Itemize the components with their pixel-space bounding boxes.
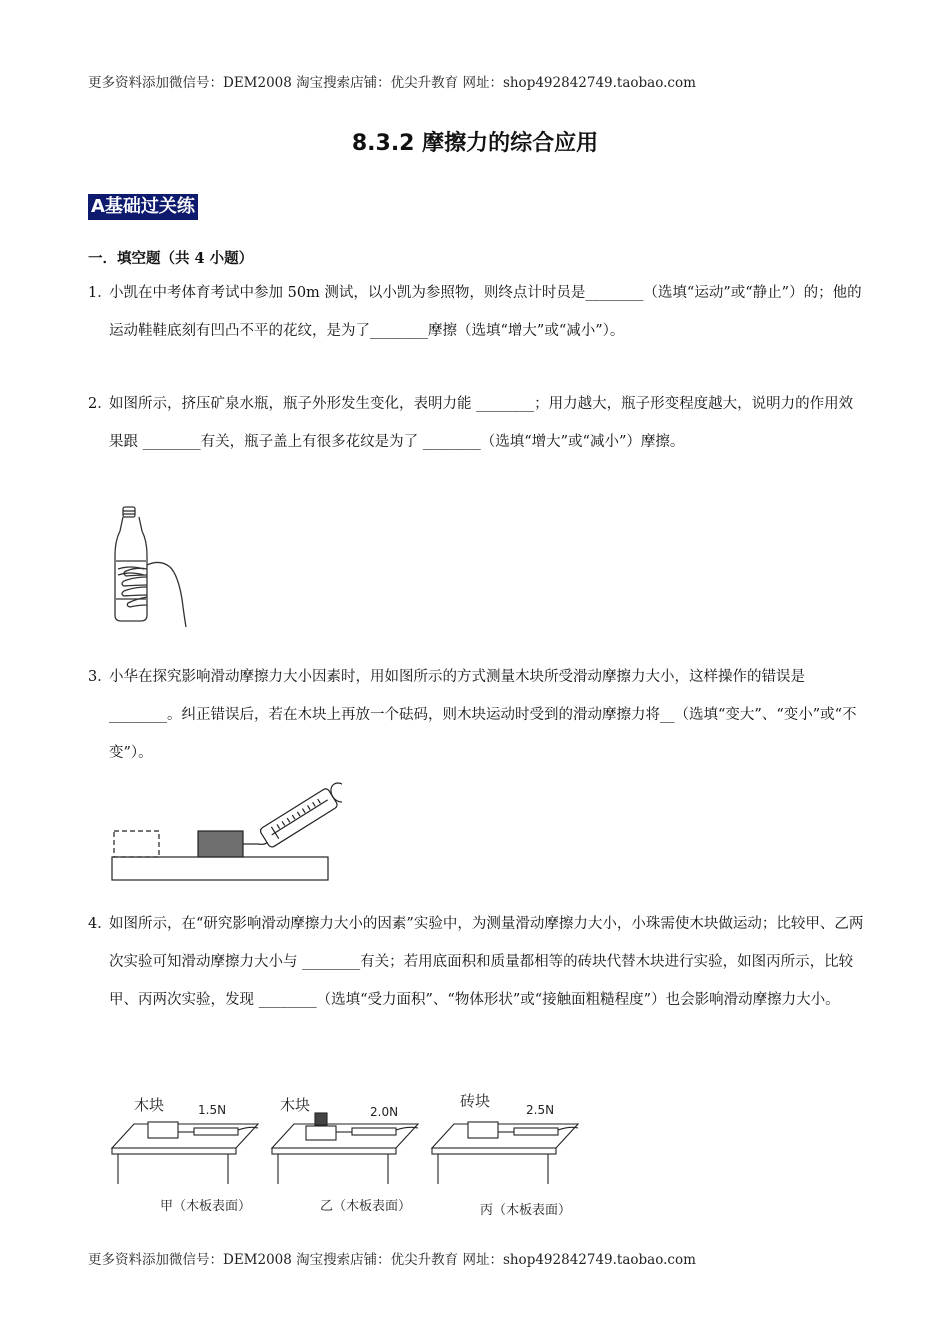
question-number: 2． [88,396,112,412]
spring-scale-figure [110,780,342,884]
question-text: 如图所示，挤压矿泉水瓶，瓶子外形发生变化，表明力能 ________；用力越大，瓶子形变程度越大，说明力的作用效果跟 ________有关，瓶子盖上有很多花纹是为了 ________（选填“增大”或“减小”）摩擦。 [109,396,854,450]
question-2 [88,385,864,461]
question-type-heading: 一．填空题（共 4 小题） [88,250,254,267]
panel-yi-reading: 2.0N [370,1105,399,1119]
panel-jia-object: 木块 [134,1096,165,1114]
question-1 [88,274,864,350]
section-tag: A基础过关练 [88,194,198,220]
panel-yi-object: 木块 [280,1096,311,1114]
footer-note: 更多资料添加微信号：DEM2008 淘宝搜索店铺：优尖升教育 网址：shop492842749.taobao.com [88,1252,696,1268]
friction-experiment-figure [108,1088,600,1218]
header-note: 更多资料添加微信号：DEM2008 淘宝搜索店铺：优尖升教育 网址：shop492842749.taobao.com [88,75,696,91]
panel-bing [432,1122,578,1184]
panel-bing-object: 砖块 [460,1092,491,1110]
panel-jia [112,1122,258,1184]
page-title: 8.3.2 摩擦力的综合应用 [351,131,599,156]
question-number: 4． [88,916,112,932]
panel-jia-caption: 甲（木板表面） [160,1199,252,1214]
panel-yi-caption: 乙（木板表面） [320,1199,412,1214]
panel-bing-reading: 2.5N [526,1103,555,1117]
question-text: 小华在探究影响滑动摩擦力大小因素时，用如图所示的方式测量木块所受滑动摩擦力大小，这样操作的错误是________。纠正错误后，若在木块上再放一个砝码，则木块运动时受到的滑动摩擦力将__（选填“变大”、“变小”或“不变”）。 [109,669,857,761]
question-number: 1． [88,285,112,301]
question-text: 如图所示，在“研究影响滑动摩擦力大小的因素”实验中，为测量滑动摩擦力大小，小珠需使木块做运动；比较甲、乙两次实验可知滑动摩擦力大小与 ________有关；若用底面积和质量都相等的砖块代替木块进行实验，如图丙所示，比较甲、丙两次实验，发现 ________（选填“受力面积”、“物体形状”或“接触面粗糙程度”）也会影响滑动摩擦力大小。 [109,916,864,1008]
question-number: 3． [88,669,112,685]
panel-yi [272,1113,418,1184]
question-3 [88,658,864,772]
bottle-figure [104,503,188,631]
panel-jia-reading: 1.5N [198,1103,227,1117]
question-text: 小凯在中考体育考试中参加 50m 测试，以小凯为参照物，则终点计时员是________（选填“运动”或“静止”）的；他的运动鞋鞋底刻有凹凸不平的花纹，是为了________摩擦（选填“增大”或“减小”）。 [109,285,862,339]
question-4 [88,905,864,1019]
panel-bing-caption: 丙（木板表面） [480,1203,572,1218]
